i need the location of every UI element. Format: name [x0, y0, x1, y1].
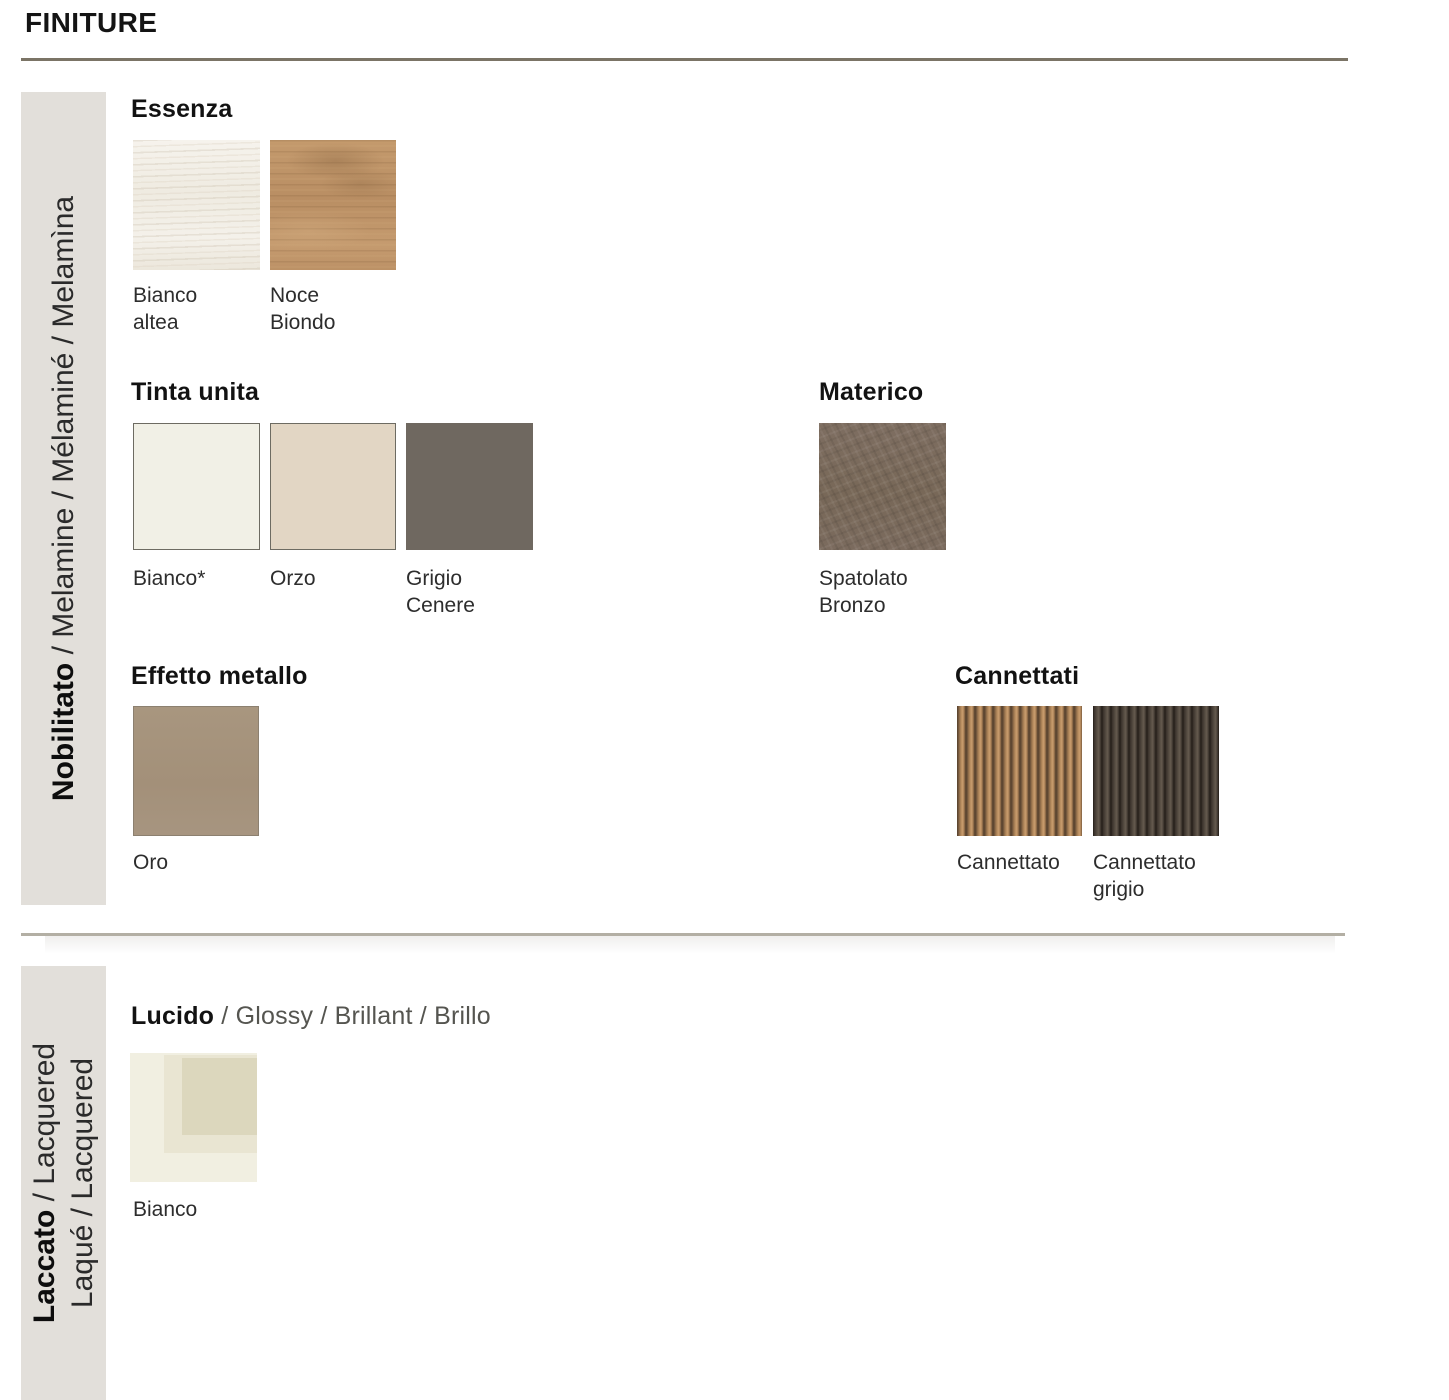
swatch-lucido-bianco [130, 1053, 257, 1182]
swatch-spatolato-bronzo [819, 423, 946, 550]
swatch-label-spatolato-bronzo: Spatolato Bronzo [819, 567, 908, 617]
top-divider [21, 58, 1348, 61]
swatch-label-noce-biondo: Noce Biondo [270, 284, 336, 334]
section-header-essenza: Essenza [131, 95, 233, 123]
laccato-sidebar-line1-bold: Laccato [27, 1209, 61, 1324]
swatch-label-bianco-altea: Bianco altea [133, 284, 198, 334]
laccato-sidebar-line2: Laqué / Lacquered [65, 1057, 99, 1309]
nobilitato-sidebar-label [45, 92, 83, 905]
swatch-label-lucido-bianco: Bianco [133, 1198, 198, 1221]
nobilitato-sidebar [21, 92, 106, 905]
section-header-tinta-unita: Tinta unita [131, 378, 260, 406]
nobilitato-sidebar-label-bold: Nobilitato [46, 662, 80, 802]
nobilitato-sidebar-label-rest: / Melamine / Mélaminé / Melamìna [46, 195, 80, 663]
section-header-effetto-metallo: Effetto metallo [131, 662, 308, 690]
swatch-cannettato-grigio [1093, 706, 1219, 836]
section-header-materico: Materico [819, 378, 924, 406]
section-header-lucido-translations: / Glossy / Brillant / Brillo [214, 1002, 491, 1030]
section-header-lucido-bold: Lucido [131, 1002, 215, 1030]
swatch-oro [133, 706, 259, 836]
laccato-sidebar-line1-rest: / Lacquered [27, 1042, 61, 1210]
section-header-cannettati: Cannettati [955, 662, 1080, 690]
laccato-sidebar-rotated-text [21, 966, 106, 1400]
swatch-label-grigio-cenere: Grigio Cenere [406, 567, 475, 617]
section-divider-shadow [45, 936, 1335, 954]
swatch-cannettato [957, 706, 1082, 836]
nobilitato-sidebar-rotated-text [21, 92, 106, 905]
laccato-sidebar-line1 [26, 966, 64, 1400]
swatch-label-oro: Oro [133, 851, 169, 874]
swatch-label-cannettato: Cannettato [957, 851, 1060, 874]
swatch-label-cannettato-grigio: Cannettato grigio [1093, 851, 1196, 901]
swatch-label-orzo: Orzo [270, 567, 316, 590]
swatch-lucido-bianco-layer-3 [182, 1058, 257, 1135]
laccato-sidebar [21, 966, 106, 1400]
swatch-orzo [270, 423, 396, 550]
page-title: FINITURE [25, 7, 158, 38]
swatch-noce-biondo [270, 140, 396, 270]
swatch-label-bianco: Bianco* [133, 567, 206, 590]
section-header-lucido [131, 1002, 491, 1030]
swatch-bianco [133, 423, 260, 550]
swatch-grigio-cenere [406, 423, 533, 550]
swatch-bianco-altea [133, 140, 260, 270]
